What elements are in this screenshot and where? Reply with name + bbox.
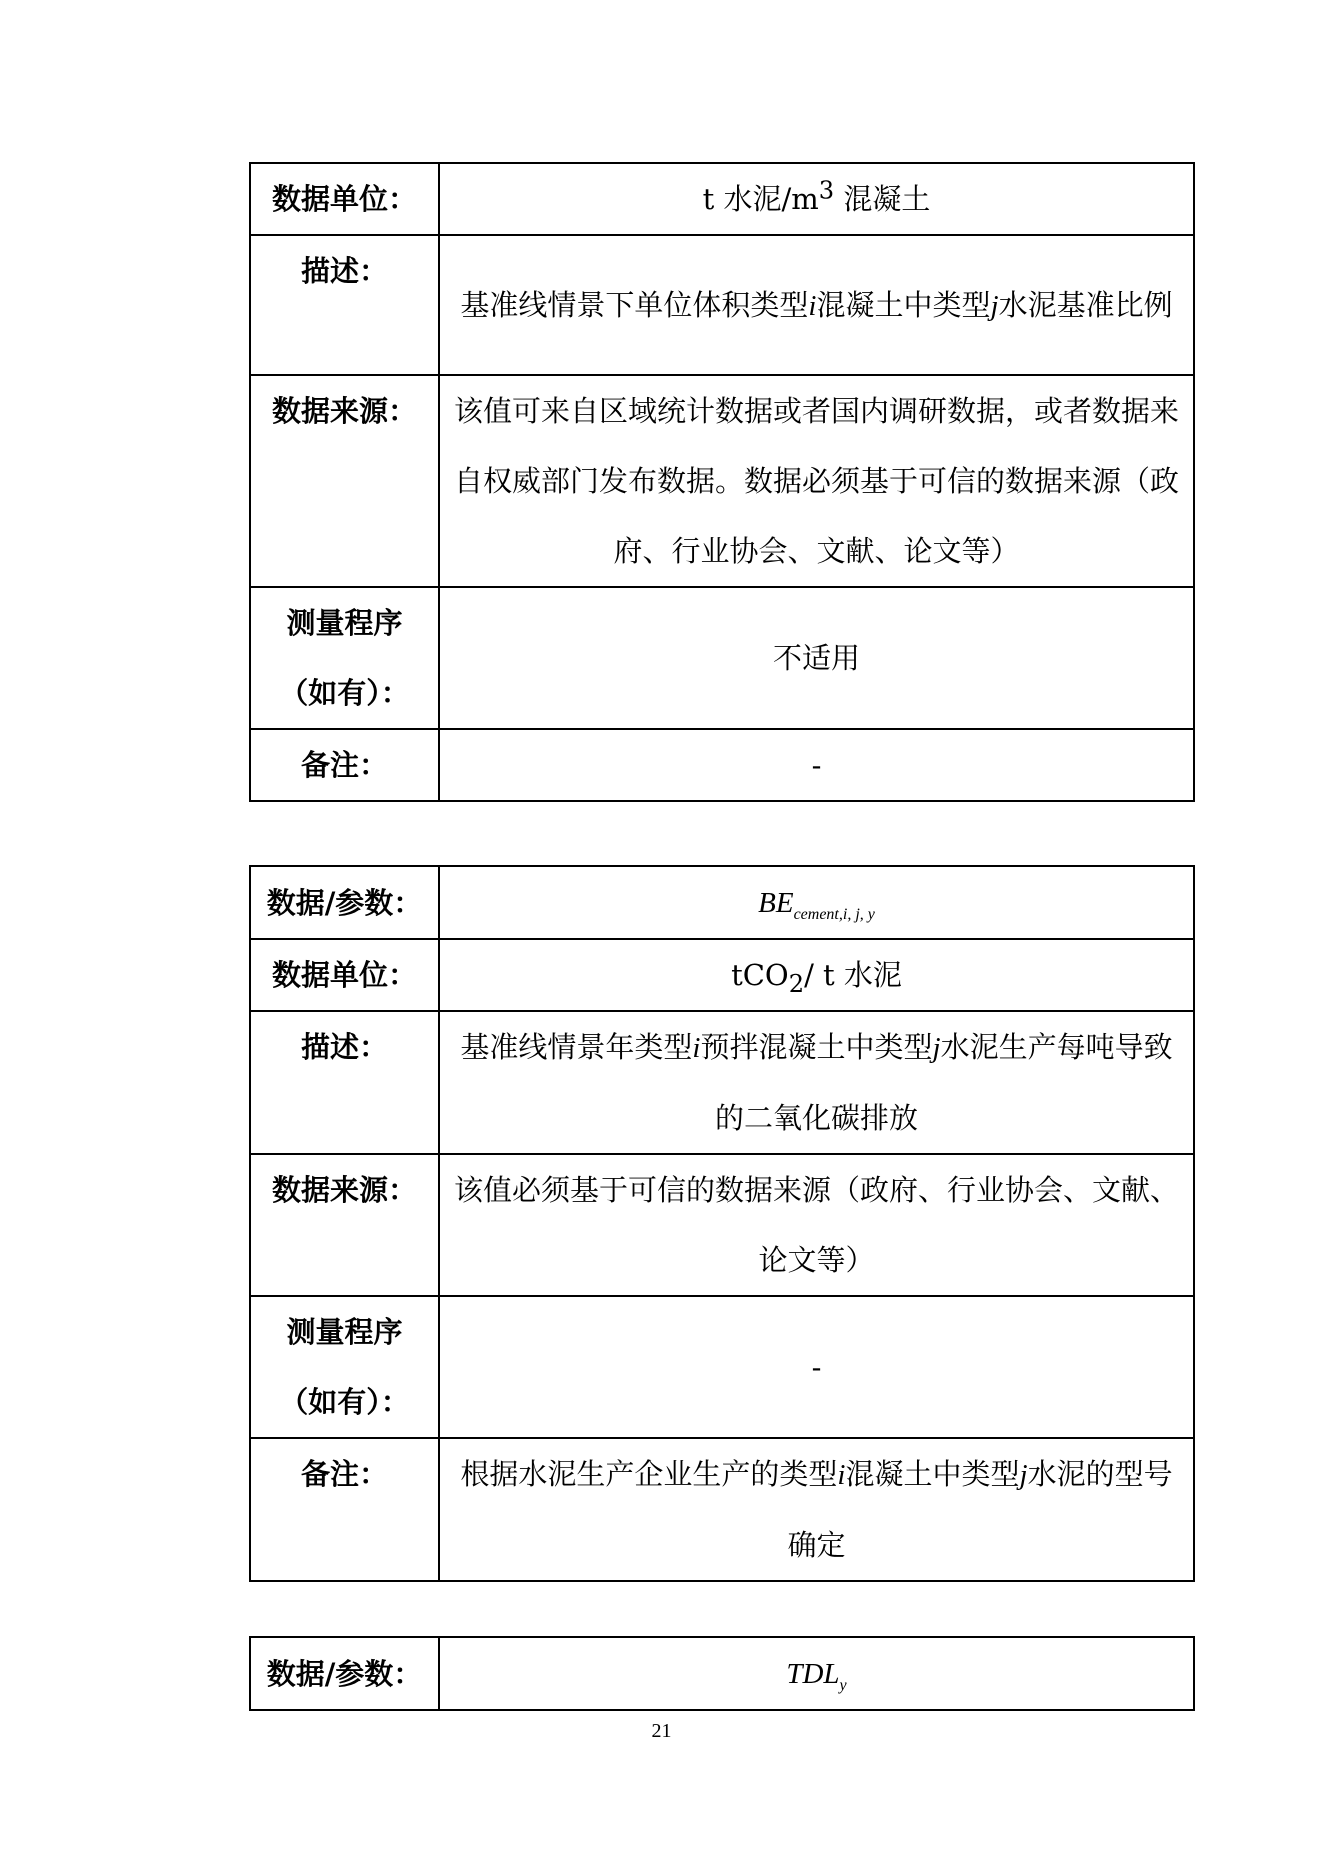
description-value <box>439 1011 1194 1154</box>
symbol-i: i <box>692 1032 701 1064</box>
table-row <box>250 587 1194 729</box>
symbol-base: BE <box>758 887 794 919</box>
symbol-subscript: cement,i, j, y <box>793 905 875 923</box>
param-value <box>439 1637 1194 1710</box>
desc-text-mid: 预拌混凝土中类型 <box>700 1030 933 1064</box>
unit-label: 数据单位： <box>250 163 439 235</box>
symbol-j: j <box>932 1032 941 1064</box>
remark-text: 根据水泥生产企业生产的类型 <box>460 1457 838 1491</box>
remark-label: 备注： <box>250 1438 439 1581</box>
remark-text-tail: 水泥的型号确定 <box>787 1457 1173 1562</box>
source-value: 该值必须基于可信的数据来源（政府、行业协会、文献、论文等） <box>439 1154 1194 1296</box>
measure-label: 测量程序（如有）： <box>250 1296 439 1438</box>
description-value <box>439 235 1194 375</box>
source-label: 数据来源： <box>250 1154 439 1296</box>
table-row <box>250 1296 1194 1438</box>
symbol-i: i <box>837 1459 846 1491</box>
param-value <box>439 866 1194 939</box>
remark-value: - <box>439 729 1194 801</box>
table-row <box>250 1637 1194 1710</box>
unit-superscript: 3 <box>818 176 835 205</box>
remark-label: 备注： <box>250 729 439 801</box>
table-row <box>250 939 1194 1011</box>
page-number: 21 <box>651 1720 672 1742</box>
table-be-cement <box>249 865 1195 1582</box>
table-row <box>250 1438 1194 1581</box>
measure-value: 不适用 <box>439 587 1194 729</box>
table-tdl <box>249 1636 1195 1711</box>
source-value: 该值可来自区域统计数据或者国内调研数据，或者数据来自权威部门发布数据。数据必须基于可信的数据来源（政府、行业协会、文献、论文等） <box>439 375 1194 587</box>
table-row <box>250 866 1194 939</box>
desc-text: 基准线情景年类型 <box>460 1030 693 1064</box>
unit-text: t 水泥/m <box>702 182 819 216</box>
symbol-base: TDL <box>786 1658 840 1690</box>
symbol-i: i <box>808 289 817 322</box>
unit-value <box>439 163 1194 235</box>
symbol-j: j <box>990 289 999 322</box>
remark-value <box>439 1438 1194 1581</box>
unit-value <box>439 939 1194 1011</box>
measure-label: 测量程序（如有）： <box>250 587 439 729</box>
description-label: 描述： <box>250 1011 439 1154</box>
desc-text-tail: 水泥基准比例 <box>998 287 1173 322</box>
unit-text: tCO <box>731 958 789 992</box>
desc-text-mid: 混凝土中类型 <box>816 287 991 322</box>
table-row <box>250 163 1194 235</box>
measure-value: - <box>439 1296 1194 1438</box>
table-row <box>250 1011 1194 1154</box>
table-cement-ratio <box>249 162 1195 802</box>
table-row <box>250 1154 1194 1296</box>
unit-subscript: 2 <box>788 969 805 998</box>
param-label: 数据/参数： <box>250 1637 439 1710</box>
remark-text-mid: 混凝土中类型 <box>845 1457 1020 1491</box>
table-row <box>250 375 1194 587</box>
description-label: 描述： <box>250 235 439 375</box>
param-symbol <box>758 887 875 923</box>
desc-text-tail: 水泥生产每吨导致的二氧化碳排放 <box>714 1030 1173 1135</box>
param-symbol <box>786 1658 847 1694</box>
table-row <box>250 235 1194 375</box>
unit-text-tail: / t 水泥 <box>804 958 902 992</box>
desc-text: 基准线情景下单位体积类型 <box>460 287 809 322</box>
table-row <box>250 729 1194 801</box>
source-label: 数据来源： <box>250 375 439 587</box>
symbol-subscript: y <box>839 1676 847 1694</box>
param-label: 数据/参数： <box>250 866 439 939</box>
unit-text-tail: 混凝土 <box>834 182 931 216</box>
unit-label: 数据单位： <box>250 939 439 1011</box>
symbol-j: j <box>1019 1459 1028 1491</box>
